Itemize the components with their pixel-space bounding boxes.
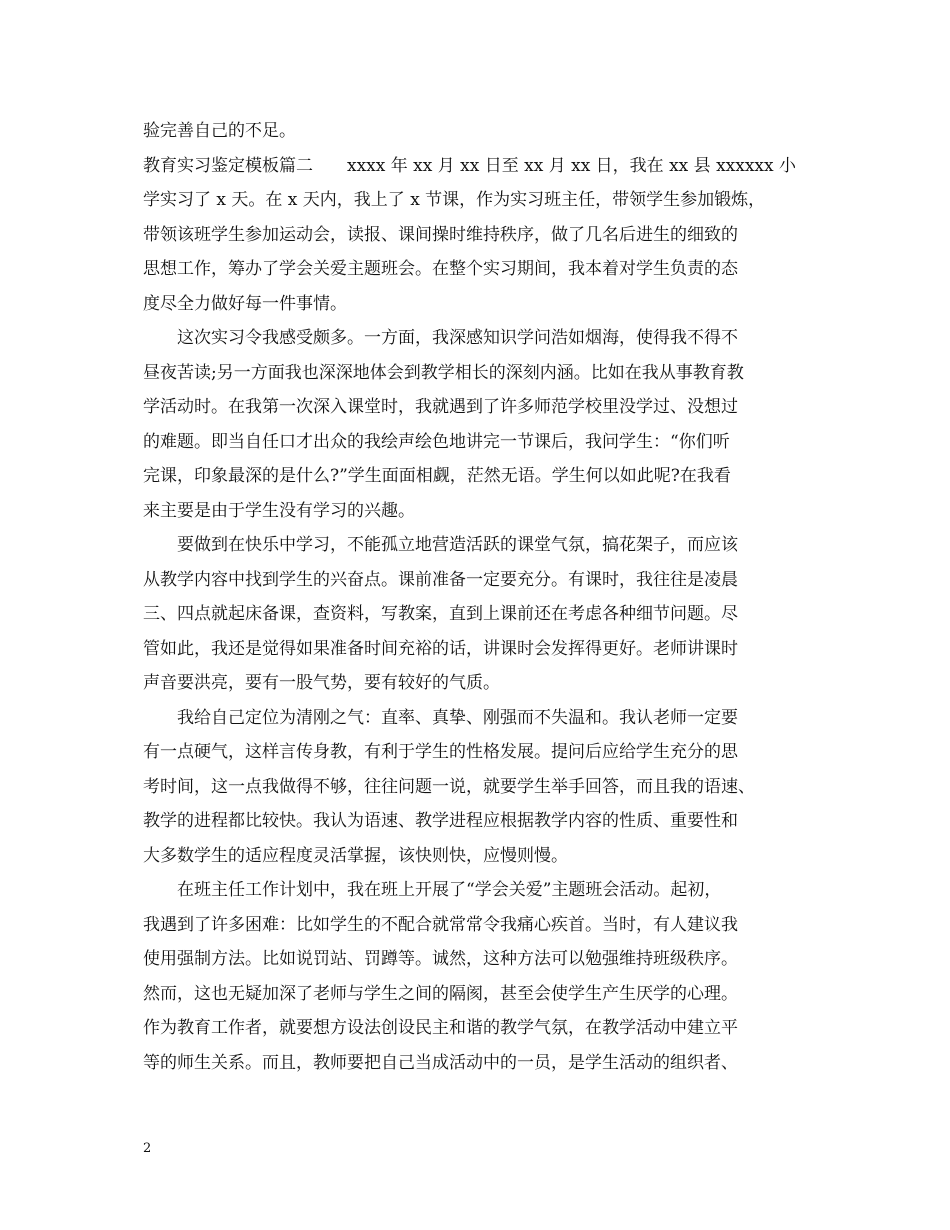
text-line: 教育实习鉴定模板篇二 xxxx 年 xx 月 xx 日至 xx 月 xx 日，我在 xx 县 xxxxxx 小 (143, 155, 796, 176)
text-line: 的难题。即当自任口才出众的我绘声绘色地讲完一节课后，我问学生：“你们听 (143, 431, 730, 452)
text-line: 学活动时。在我第一次深入课堂时，我就遇到了许多师范学校里没学过、没想过 (143, 397, 738, 417)
text-line: 从教学内容中找到学生的兴奋点。课前准备一定要充分。有课时，我往往是凌晨 (143, 569, 738, 590)
text-line: 声音要洪亮，要有一股气势，要有较好的气质。 (143, 673, 500, 693)
text-line: 度尽全力做好每一件事情。 (143, 293, 347, 314)
text-line: 考时间，这一点我做得不够，往往问题一说，就要学生举手回答，而且我的语速、 (143, 776, 755, 797)
text-line: 教学的进程都比较快。我认为语速、教学进程应根据教学内容的性质、重要性和 (143, 811, 738, 831)
text-line: 作为教育工作者，就要想方设法创设民主和谐的教学气氛，在教学活动中建立平 (143, 1018, 738, 1038)
text-line: 在班主任工作计划中，我在班上开展了“学会关爱”主题班会活动。起初， (177, 880, 722, 900)
text-line: 验完善自己的不足。 (143, 121, 296, 141)
text-line: 我遇到了许多困难：比如学生的不配合就常常令我痛心疾首。当时，有人建议我 (143, 914, 738, 935)
text-line: 带领该班学生参加运动会，读报、课间操时维持秩序，做了几名后进生的细致的 (143, 224, 738, 245)
text-line: 来主要是由于学生没有学习的兴趣。 (143, 500, 415, 521)
text-line: 学实习了 x 天。在 x 天内，我上了 x 节课，作为实习班主任，带领学生参加锻炼， (143, 190, 766, 210)
text-line: 昼夜苦读;另一方面我也深深地体会到教学相长的深刻内涵。比如在我从事教育教 (143, 362, 744, 383)
text-line: 这次实习令我感受颇多。一方面，我深感知识学问浩如烟海，使得我不得不 (177, 328, 738, 348)
text-line: 大多数学生的适应程度灵活掌握，该快则快，应慢则慢。 (143, 845, 568, 866)
page-number: 2 (143, 1141, 152, 1156)
text-line: 然而，这也无疑加深了老师与学生之间的隔阂，甚至会使学生产生厌学的心理。 (143, 983, 738, 1004)
body-text (143, 114, 823, 1080)
text-line: 有一点硬气，这样言传身教，有利于学生的性格发展。提问后应给学生充分的思 (143, 742, 738, 762)
text-line: 管如此，我还是觉得如果准备时间充裕的话，讲课时会发挥得更好。老师讲课时 (143, 638, 738, 659)
text-line: 我给自己定位为清刚之气：直率、真挚、刚强而不失温和。我认老师一定要 (177, 707, 738, 728)
text-line: 三、四点就起床备课，查资料，写教案，直到上课前还在考虑各种细节问题。尽 (143, 604, 738, 624)
text-line: 完课，印象最深的是什么?”学生面面相觑，茫然无语。学生何以如此呢?在我看 (143, 466, 731, 486)
text-line: 要做到在快乐中学习，不能孤立地营造活跃的课堂气氛，搞花架子，而应该 (177, 535, 738, 555)
text-line: 思想工作，筹办了学会关爱主题班会。在整个实习期间，我本着对学生负责的态 (143, 259, 738, 279)
text-line: 等的师生关系。而且，教师要把自己当成活动中的一员，是学生活动的组织者、 (143, 1052, 738, 1073)
text-line: 使用强制方法。比如说罚站、罚蹲等。诚然，这种方法可以勉强维持班级秩序。 (143, 949, 738, 969)
